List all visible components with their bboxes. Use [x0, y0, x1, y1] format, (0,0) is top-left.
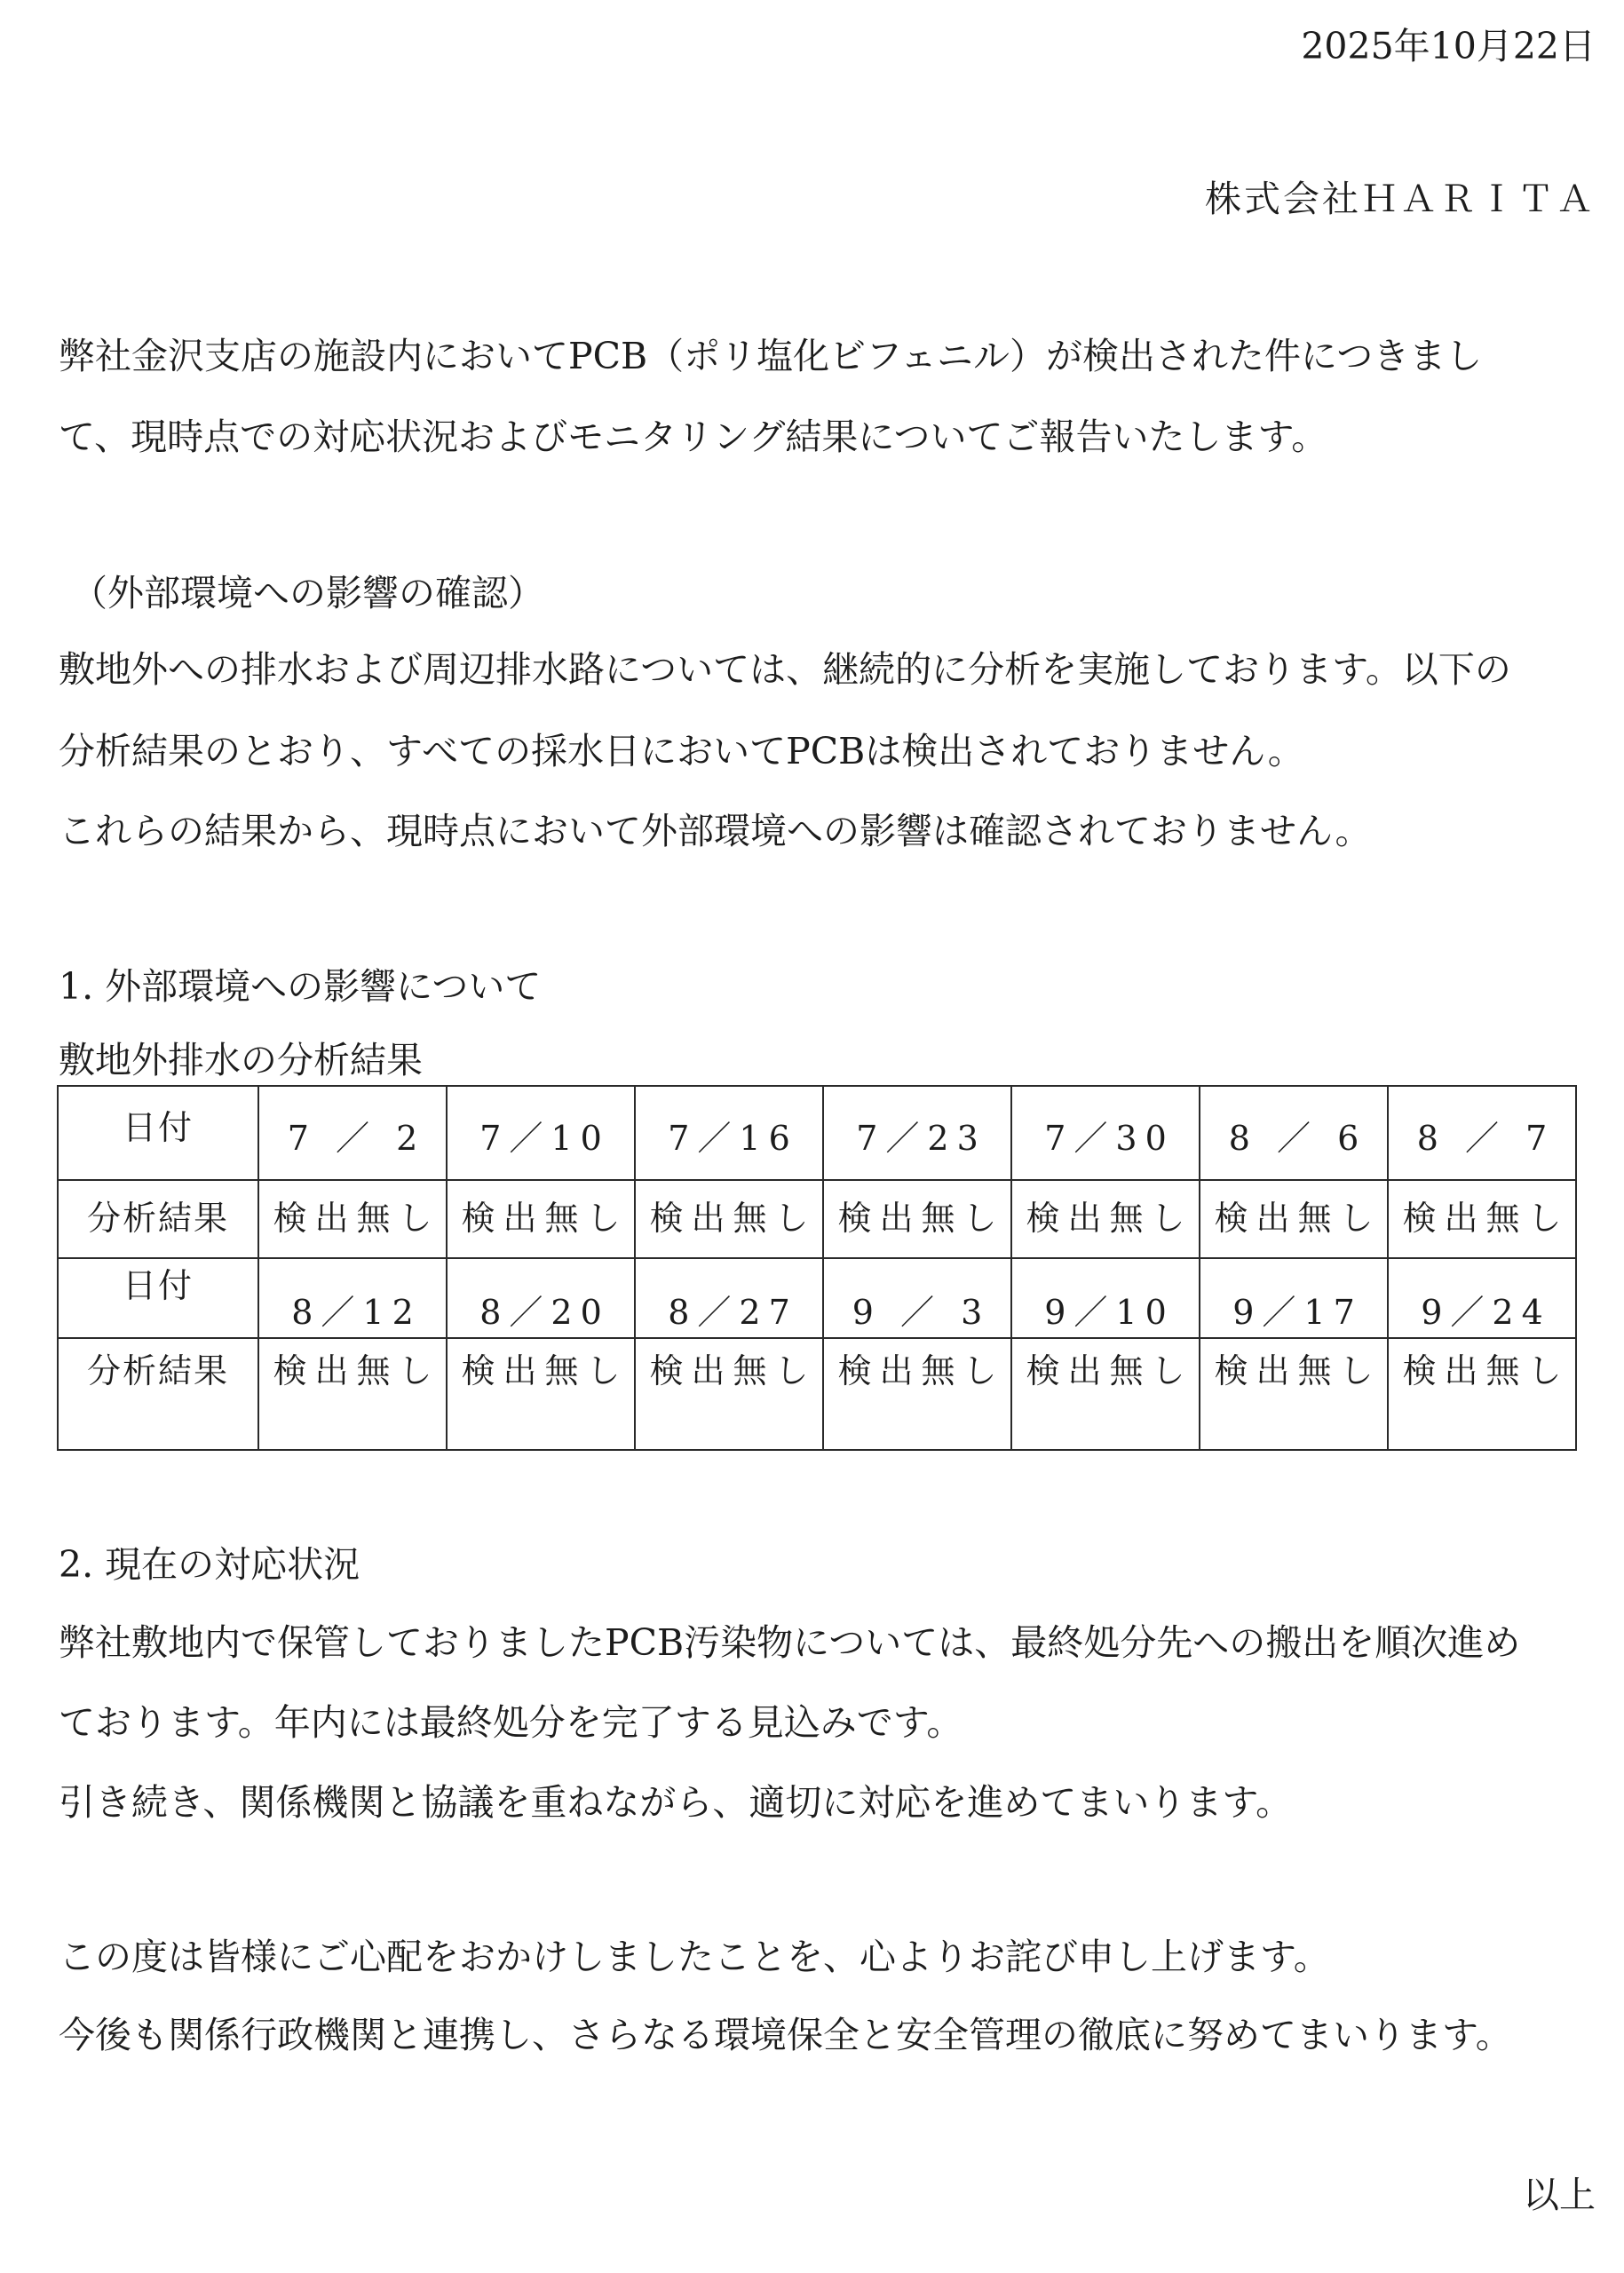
response-status-line-2: ております。年内には最終処分を完了する見込みです。	[59, 1701, 963, 1744]
result-cell: 検出無し	[1388, 1180, 1576, 1258]
result-label-cell: 分析結果	[58, 1180, 258, 1258]
date-cell: 9／24	[1388, 1258, 1576, 1338]
result-cell: 検出無し	[1011, 1180, 1200, 1258]
date-cell: 8 ／ 6	[1200, 1086, 1388, 1180]
date-cell: 8／20	[447, 1258, 635, 1338]
intro-line-1: 弊社金沢支店の施設内においてPCB（ポリ塩化ビフェニル）が検出された件につきまし	[59, 335, 1483, 377]
date-cell: 8／27	[635, 1258, 823, 1338]
result-cell: 検出無し	[258, 1180, 447, 1258]
date-cell: 7／10	[447, 1086, 635, 1180]
table-caption: 敷地外排水の分析結果	[59, 1039, 423, 1081]
result-cell: 検出無し	[1200, 1180, 1388, 1258]
result-cell: 検出無し	[447, 1338, 635, 1450]
result-label-cell: 分析結果	[58, 1338, 258, 1450]
date-cell: 8 ／ 7	[1388, 1086, 1576, 1180]
intro-line-2: て、現時点での対応状況およびモニタリング結果についてご報告いたします。	[59, 416, 1328, 458]
document-date: 2025年10月22日	[1301, 25, 1596, 67]
result-cell: 検出無し	[447, 1180, 635, 1258]
date-cell: 7／16	[635, 1086, 823, 1180]
date-cell: 9／10	[1011, 1258, 1200, 1338]
result-cell: 検出無し	[1200, 1338, 1388, 1450]
analysis-results-table	[57, 1085, 1577, 1451]
date-cell: 7／23	[823, 1086, 1011, 1180]
response-status-line-1: 弊社敷地内で保管しておりましたPCB汚染物については、最終処分先への搬出を順次進め	[59, 1621, 1521, 1664]
result-cell: 検出無し	[635, 1180, 823, 1258]
company-name: 株式会社ＨＡＲＩＴＡ	[1205, 178, 1596, 220]
date-cell: 7 ／ 2	[258, 1086, 447, 1180]
section-2-heading: 2. 現在の対応状況	[59, 1543, 360, 1586]
end-mark: 以上	[1523, 2174, 1596, 2216]
table-row-results-1	[58, 1180, 1576, 1258]
response-status-line-3: 引き続き、関係機関と協議を重ねながら、適切に対応を進めてまいります。	[59, 1781, 1293, 1824]
date-cell: 9／17	[1200, 1258, 1388, 1338]
date-label-cell: 日付	[58, 1086, 258, 1180]
date-cell: 9 ／ 3	[823, 1258, 1011, 1338]
apology-line-2: 今後も関係行政機関と連携し、さらなる環境保全と安全管理の徹底に努めてまいります。	[59, 2014, 1512, 2056]
environment-check-heading: （外部環境への影響の確認）	[71, 572, 544, 614]
result-cell: 検出無し	[823, 1338, 1011, 1450]
result-cell: 検出無し	[1388, 1338, 1576, 1450]
table-row-dates-1	[58, 1086, 1576, 1180]
date-cell: 8／12	[258, 1258, 447, 1338]
environment-check-line-1: 敷地外への排水および周辺排水路については、継続的に分析を実施しております。以下の	[59, 648, 1511, 691]
table-row-results-2	[58, 1338, 1576, 1450]
apology-line-1: この度は皆様にご心配をおかけしましたことを、心よりお詫び申し上げます。	[59, 1936, 1330, 1978]
section-1-heading: 1. 外部環境への影響について	[59, 965, 542, 1008]
date-cell: 7／30	[1011, 1086, 1200, 1180]
environment-check-line-2: 分析結果のとおり、すべての採水日においてPCBは検出されておりません。	[59, 730, 1304, 772]
result-cell: 検出無し	[258, 1338, 447, 1450]
table-row-dates-2	[58, 1258, 1576, 1338]
result-cell: 検出無し	[635, 1338, 823, 1450]
result-cell: 検出無し	[1011, 1338, 1200, 1450]
result-cell: 検出無し	[823, 1180, 1011, 1258]
environment-check-line-3: これらの結果から、現時点において外部環境への影響は確認されておりません。	[59, 810, 1372, 852]
date-label-cell: 日付	[58, 1258, 258, 1338]
